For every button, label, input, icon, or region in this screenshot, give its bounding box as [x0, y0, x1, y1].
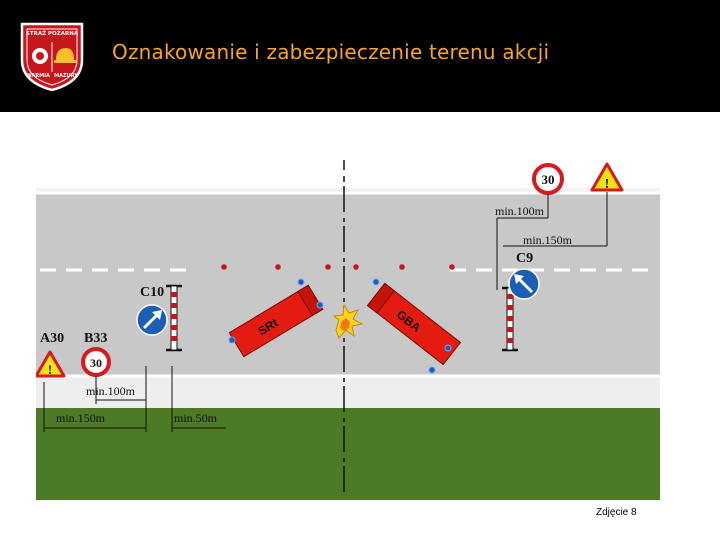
sign-c9-icon — [509, 269, 539, 299]
left-distance-min150: min.150m — [56, 411, 106, 425]
vehicle-srt-label: SRt — [255, 315, 281, 339]
slide-body — [0, 112, 720, 540]
warning-sign-left-mark: ! — [47, 362, 53, 377]
sign-a30-label: A30 — [40, 331, 65, 346]
logo-text-top: STRAŻ POŻARNA — [25, 31, 79, 37]
speed-limit-right-value: 30 — [541, 172, 555, 187]
warning-sign-right-mark: ! — [604, 177, 610, 192]
image-caption: Zdjęcie 8 — [596, 507, 637, 518]
sun-emblem-icon — [32, 48, 48, 64]
grass-verge — [36, 408, 660, 500]
slide-header — [0, 0, 720, 112]
vehicle-gba-label: GBA — [393, 307, 424, 335]
logo-text-left: WARMIA — [26, 73, 50, 79]
right-distance-min150: min.150m — [523, 233, 573, 247]
sign-c9-label: C9 — [516, 251, 534, 266]
road — [36, 193, 660, 376]
sign-c10-icon — [137, 305, 167, 335]
left-distance-min50: min.50m — [174, 411, 218, 425]
right-distance-min100: min.100m — [495, 204, 545, 218]
speed-limit-left-value: 30 — [90, 356, 102, 370]
logo-text-right: MAZURY — [54, 73, 78, 79]
top-verge — [36, 160, 660, 188]
accident-scene-diagram — [36, 160, 660, 500]
left-distance-min100: min.100m — [86, 384, 136, 398]
fire-brigade-logo — [18, 20, 86, 92]
page-title: Oznakowanie i zabezpieczenie terenu akcji — [112, 40, 550, 64]
sign-b33-label: B33 — [84, 331, 108, 346]
sign-c10-label: C10 — [140, 285, 165, 300]
